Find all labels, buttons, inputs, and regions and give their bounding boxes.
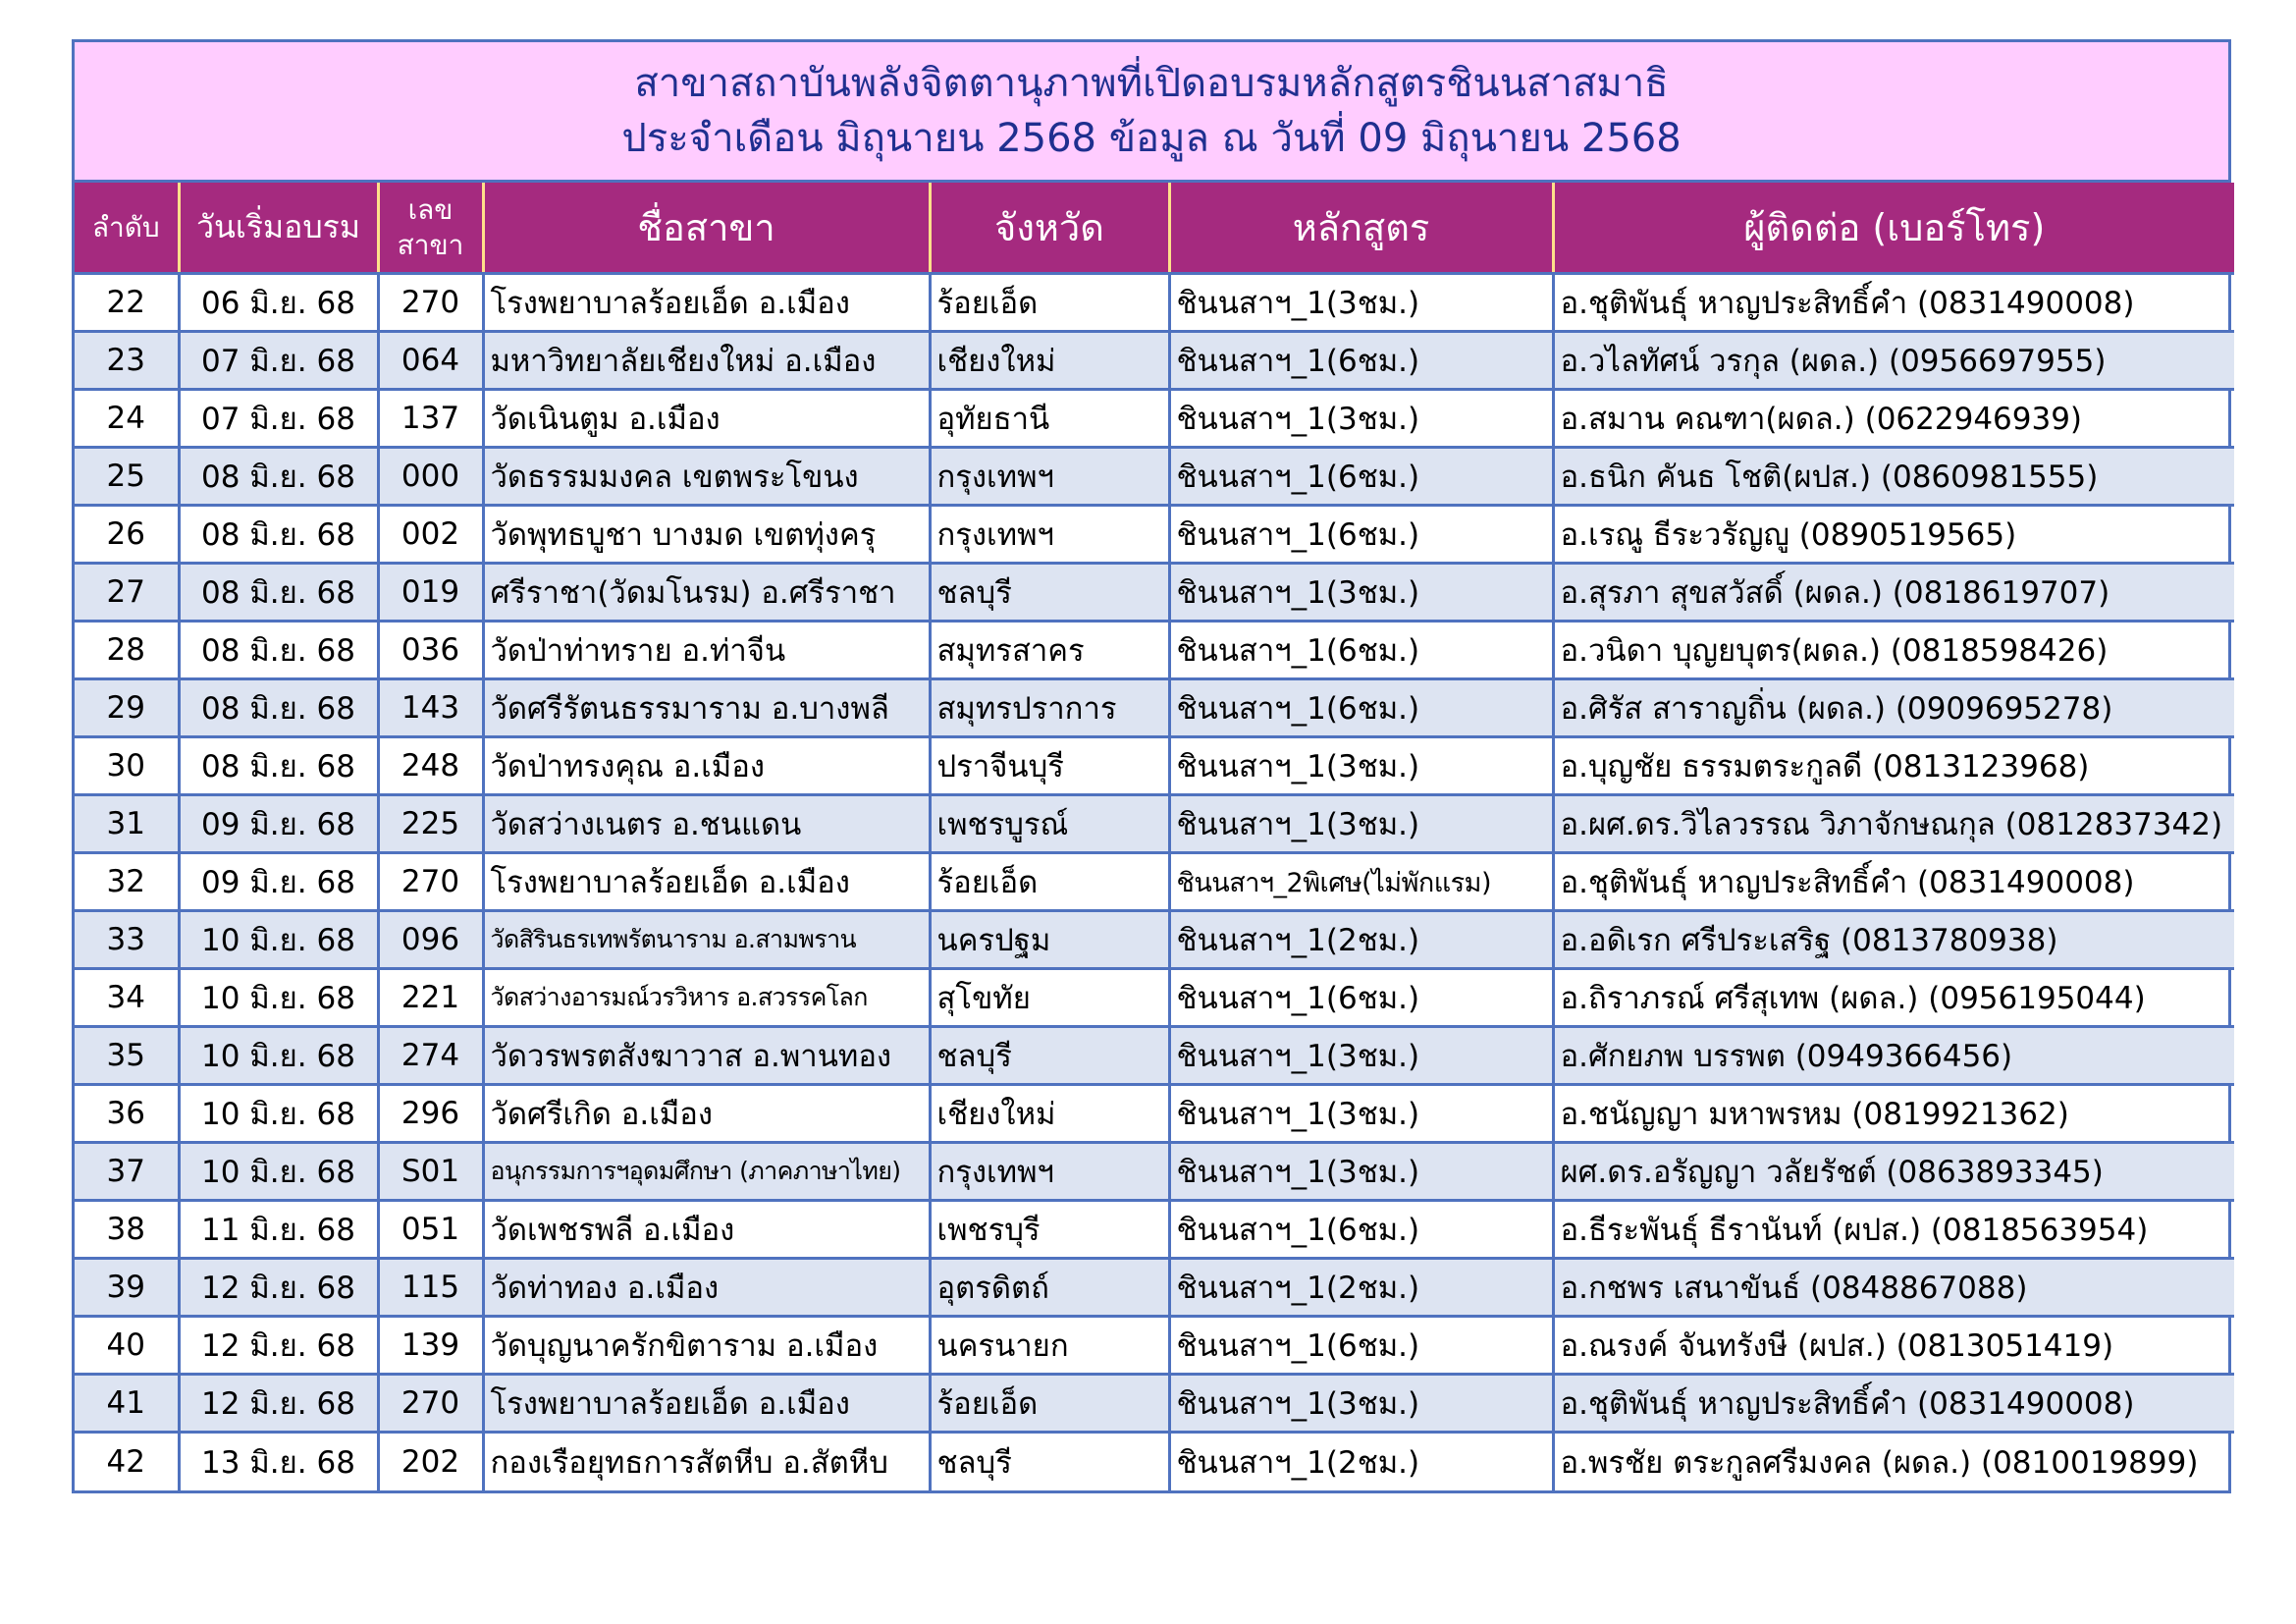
cell-branch-no: 296 [378, 1085, 483, 1143]
cell-province: กรุงเทพฯ [930, 506, 1169, 564]
cell-start-date: 12 มิ.ย. 68 [179, 1317, 378, 1375]
cell-start-date: 07 มิ.ย. 68 [179, 332, 378, 390]
table-row [75, 622, 2234, 679]
cell-course: ชินนสาฯ_1(6ชม.) [1169, 448, 1553, 506]
table-row [75, 737, 2234, 795]
cell-branch-name: วัดธรรมมงคล เขตพระโขนง [483, 448, 930, 506]
cell-province: เชียงใหม่ [930, 332, 1169, 390]
cell-province: สมุทรสาคร [930, 622, 1169, 679]
cell-start-date: 11 มิ.ย. 68 [179, 1201, 378, 1259]
cell-no: 34 [75, 969, 179, 1027]
cell-start-date: 13 มิ.ย. 68 [179, 1433, 378, 1490]
header-contact: ผู้ติดต่อ (เบอร์โทร) [1553, 183, 2234, 274]
cell-branch-no: 139 [378, 1317, 483, 1375]
cell-start-date: 08 มิ.ย. 68 [179, 448, 378, 506]
cell-province: เชียงใหม่ [930, 1085, 1169, 1143]
cell-branch-name: โรงพยาบาลร้อยเอ็ด อ.เมือง [483, 1375, 930, 1433]
cell-start-date: 10 มิ.ย. 68 [179, 1143, 378, 1201]
header-course: หลักสูตร [1169, 183, 1553, 274]
cell-course: ชินนสาฯ_1(6ชม.) [1169, 332, 1553, 390]
cell-start-date: 07 มิ.ย. 68 [179, 390, 378, 448]
cell-start-date: 08 มิ.ย. 68 [179, 679, 378, 737]
cell-contact: ผศ.ดร.อรัญญา วลัยรัชต์ (0863893345) [1553, 1143, 2234, 1201]
cell-start-date: 06 มิ.ย. 68 [179, 274, 378, 332]
cell-course: ชินนสาฯ_1(3ชม.) [1169, 564, 1553, 622]
cell-province: เพชรบูรณ์ [930, 795, 1169, 853]
cell-contact: อ.ศิรัส สาราญถิ่น (ผดล.) (0909695278) [1553, 679, 2234, 737]
cell-course: ชินนสาฯ_1(3ชม.) [1169, 1027, 1553, 1085]
cell-branch-no: S01 [378, 1143, 483, 1201]
cell-contact: อ.สมาน คณฑา(ผดล.) (0622946939) [1553, 390, 2234, 448]
cell-branch-name: กองเรือยุทธการสัตหีบ อ.สัตหีบ [483, 1433, 930, 1490]
cell-branch-no: 051 [378, 1201, 483, 1259]
cell-branch-no: 270 [378, 853, 483, 911]
table-row [75, 1027, 2234, 1085]
cell-no: 39 [75, 1259, 179, 1317]
cell-contact: อ.กชพร เสนาขันธ์ (0848867088) [1553, 1259, 2234, 1317]
cell-branch-no: 221 [378, 969, 483, 1027]
cell-branch-no: 000 [378, 448, 483, 506]
header-start-date: วันเริ่มอบรม [179, 183, 378, 274]
cell-province: ร้อยเอ็ด [930, 853, 1169, 911]
table-row [75, 679, 2234, 737]
cell-branch-name: วัดพุทธบูชา บางมด เขตทุ่งครุ [483, 506, 930, 564]
cell-branch-name: มหาวิทยาลัยเชียงใหม่ อ.เมือง [483, 332, 930, 390]
table-body [75, 274, 2234, 1490]
cell-course: ชินนสาฯ_1(6ชม.) [1169, 679, 1553, 737]
header-branch-no-line1: เลข [407, 192, 454, 226]
table-row [75, 795, 2234, 853]
table-row [75, 1317, 2234, 1375]
cell-branch-name: วัดศรีรัตนธรรมาราม อ.บางพลี [483, 679, 930, 737]
cell-province: ปราจีนบุรี [930, 737, 1169, 795]
header-branch-no [378, 183, 483, 274]
cell-course: ชินนสาฯ_1(6ชม.) [1169, 506, 1553, 564]
cell-course: ชินนสาฯ_1(2ชม.) [1169, 1259, 1553, 1317]
cell-branch-no: 096 [378, 911, 483, 969]
cell-province: กรุงเทพฯ [930, 1143, 1169, 1201]
table-row [75, 1259, 2234, 1317]
cell-province: ชลบุรี [930, 1433, 1169, 1490]
cell-province: ชลบุรี [930, 564, 1169, 622]
cell-no: 41 [75, 1375, 179, 1433]
cell-branch-name: วัดป่าท่าทราย อ.ท่าจีน [483, 622, 930, 679]
header-no: ลำดับ [75, 183, 179, 274]
cell-course: ชินนสาฯ_1(3ชม.) [1169, 1375, 1553, 1433]
table-row [75, 564, 2234, 622]
cell-no: 40 [75, 1317, 179, 1375]
cell-branch-no: 270 [378, 274, 483, 332]
cell-course: ชินนสาฯ_2พิเศษ(ไม่พักแรม) [1169, 853, 1553, 911]
cell-start-date: 10 มิ.ย. 68 [179, 911, 378, 969]
cell-province: ร้อยเอ็ด [930, 1375, 1169, 1433]
cell-contact: อ.บุญชัย ธรรมตระกูลดี (0813123968) [1553, 737, 2234, 795]
table-row [75, 274, 2234, 332]
title-line-1: สาขาสถาบันพลังจิตตานุภาพที่เปิดอบรมหลักสูตรชินนสาสมาธิ [634, 61, 1669, 106]
cell-course: ชินนสาฯ_1(6ชม.) [1169, 622, 1553, 679]
cell-no: 28 [75, 622, 179, 679]
cell-start-date: 08 มิ.ย. 68 [179, 506, 378, 564]
cell-branch-name: วัดสิรินธรเทพรัตนาราม อ.สามพราน [483, 911, 930, 969]
cell-branch-no: 202 [378, 1433, 483, 1490]
cell-contact: อ.ชนัญญา มหาพรหม (0819921362) [1553, 1085, 2234, 1143]
cell-branch-name: วัดวรพรตสังฆาวาส อ.พานทอง [483, 1027, 930, 1085]
cell-province: นครปฐม [930, 911, 1169, 969]
cell-no: 32 [75, 853, 179, 911]
cell-start-date: 08 มิ.ย. 68 [179, 622, 378, 679]
cell-contact: อ.วไลทัศน์ วรกุล (ผดล.) (0956697955) [1553, 332, 2234, 390]
cell-no: 27 [75, 564, 179, 622]
cell-contact: อ.เรณู ธีระวรัญญู (0890519565) [1553, 506, 2234, 564]
cell-course: ชินนสาฯ_1(2ชม.) [1169, 1433, 1553, 1490]
header-row [75, 183, 2234, 274]
cell-province: อุตรดิตถ์ [930, 1259, 1169, 1317]
table-row [75, 1201, 2234, 1259]
table-row [75, 332, 2234, 390]
cell-contact: อ.ผศ.ดร.วิไลวรรณ วิภาจักษณกุล (0812837342) [1553, 795, 2234, 853]
cell-course: ชินนสาฯ_1(2ชม.) [1169, 911, 1553, 969]
cell-no: 23 [75, 332, 179, 390]
cell-start-date: 10 มิ.ย. 68 [179, 969, 378, 1027]
table-row [75, 853, 2234, 911]
cell-province: สุโขทัย [930, 969, 1169, 1027]
cell-branch-name: โรงพยาบาลร้อยเอ็ด อ.เมือง [483, 274, 930, 332]
table-row [75, 1085, 2234, 1143]
header-province: จังหวัด [930, 183, 1169, 274]
branch-schedule-table [75, 183, 2234, 1490]
cell-branch-no: 248 [378, 737, 483, 795]
cell-branch-no: 137 [378, 390, 483, 448]
table-row [75, 969, 2234, 1027]
cell-contact: อ.สุรภา สุขสวัสดิ์ (ผดล.) (0818619707) [1553, 564, 2234, 622]
cell-province: เพชรบุรี [930, 1201, 1169, 1259]
cell-branch-no: 270 [378, 1375, 483, 1433]
cell-branch-no: 036 [378, 622, 483, 679]
title-block [75, 42, 2228, 183]
table-row [75, 506, 2234, 564]
cell-branch-name: วัดป่าทรงคุณ อ.เมือง [483, 737, 930, 795]
cell-contact: อ.ถิราภรณ์ ศรีสุเทพ (ผดล.) (0956195044) [1553, 969, 2234, 1027]
cell-no: 37 [75, 1143, 179, 1201]
cell-contact: อ.ศักยภพ บรรพต (0949366456) [1553, 1027, 2234, 1085]
cell-no: 24 [75, 390, 179, 448]
cell-contact: อ.ธีระพันธุ์ ธีรานันท์ (ผปส.) (0818563954) [1553, 1201, 2234, 1259]
cell-no: 38 [75, 1201, 179, 1259]
cell-no: 36 [75, 1085, 179, 1143]
cell-branch-name: อนุกรรมการฯอุดมศึกษา (ภาคภาษาไทย) [483, 1143, 930, 1201]
cell-contact: อ.ชุติพันธุ์ หาญประสิทธิ์คำ (0831490008) [1553, 853, 2234, 911]
cell-course: ชินนสาฯ_1(3ชม.) [1169, 737, 1553, 795]
cell-branch-no: 225 [378, 795, 483, 853]
cell-no: 26 [75, 506, 179, 564]
cell-course: ชินนสาฯ_1(6ชม.) [1169, 969, 1553, 1027]
table-row [75, 448, 2234, 506]
cell-start-date: 09 มิ.ย. 68 [179, 853, 378, 911]
cell-course: ชินนสาฯ_1(3ชม.) [1169, 795, 1553, 853]
cell-branch-no: 019 [378, 564, 483, 622]
cell-branch-name: วัดท่าทอง อ.เมือง [483, 1259, 930, 1317]
cell-contact: อ.พรชัย ตระกูลศรีมงคล (ผดล.) (0810019899) [1560, 1444, 2199, 1481]
cell-branch-name: วัดเนินตูม อ.เมือง [483, 390, 930, 448]
table-row [75, 911, 2234, 969]
cell-branch-no: 064 [378, 332, 483, 390]
title-line-2: ประจำเดือน มิถุนายน 2568 ข้อมูล ณ วันที่ 09 มิถุนายน 2568 [621, 116, 1682, 161]
cell-branch-name: วัดบุญนาครักขิตาราม อ.เมือง [483, 1317, 930, 1375]
cell-no: 22 [75, 274, 179, 332]
cell-course: ชินนสาฯ_1(3ชม.) [1169, 274, 1553, 332]
cell-start-date: 12 มิ.ย. 68 [179, 1375, 378, 1433]
cell-start-date: 12 มิ.ย. 68 [179, 1259, 378, 1317]
cell-branch-name: วัดสว่างอารมณ์วรวิหาร อ.สวรรคโลก [483, 969, 930, 1027]
cell-course: ชินนสาฯ_1(6ชม.) [1169, 1201, 1553, 1259]
cell-no: 31 [75, 795, 179, 853]
cell-province: นครนายก [930, 1317, 1169, 1375]
cell-branch-name: โรงพยาบาลร้อยเอ็ด อ.เมือง [483, 853, 930, 911]
cell-contact: อ.ธนิก คันธ โชติ(ผปส.) (0860981555) [1553, 448, 2234, 506]
header-branch-no-line2: สาขา [397, 228, 464, 261]
cell-branch-name: วัดศรีเกิด อ.เมือง [483, 1085, 930, 1143]
cell-contact: อ.ชุติพันธุ์ หาญประสิทธิ์คำ (0831490008) [1553, 274, 2234, 332]
cell-contact: อ.ชุติพันธุ์ หาญประสิทธิ์คำ (0831490008) [1553, 1375, 2234, 1433]
cell-branch-name: ศรีราชา(วัดมโนรม) อ.ศรีราชา [483, 564, 930, 622]
cell-province: สมุทรปราการ [930, 679, 1169, 737]
cell-no: 30 [75, 737, 179, 795]
cell-branch-name: วัดเพชรพลี อ.เมือง [483, 1201, 930, 1259]
cell-no: 42 [75, 1433, 179, 1490]
cell-start-date: 10 มิ.ย. 68 [179, 1027, 378, 1085]
cell-course: ชินนสาฯ_1(6ชม.) [1169, 1317, 1553, 1375]
cell-province: ร้อยเอ็ด [930, 274, 1169, 332]
schedule-sheet [72, 39, 2231, 1493]
cell-province: อุทัยธานี [930, 390, 1169, 448]
cell-start-date: 08 มิ.ย. 68 [179, 564, 378, 622]
table-row [75, 1143, 2234, 1201]
cell-course: ชินนสาฯ_1(3ชม.) [1169, 1143, 1553, 1201]
cell-course: ชินนสาฯ_1(3ชม.) [1169, 1085, 1553, 1143]
cell-province: กรุงเทพฯ [930, 448, 1169, 506]
cell-contact: อ.ณรงค์ จันทรังษี (ผปส.) (0813051419) [1553, 1317, 2234, 1375]
header-branch-name: ชื่อสาขา [483, 183, 930, 274]
table-row [75, 1375, 2234, 1433]
table-row [75, 390, 2234, 448]
cell-branch-no: 115 [378, 1259, 483, 1317]
cell-start-date: 08 มิ.ย. 68 [179, 737, 378, 795]
cell-no: 29 [75, 679, 179, 737]
cell-no: 33 [75, 911, 179, 969]
cell-branch-no: 274 [378, 1027, 483, 1085]
cell-start-date: 10 มิ.ย. 68 [179, 1085, 378, 1143]
cell-course: ชินนสาฯ_1(3ชม.) [1169, 390, 1553, 448]
cell-province: ชลบุรี [930, 1027, 1169, 1085]
cell-contact: อ.วนิดา บุญยบุตร(ผดล.) (0818598426) [1553, 622, 2234, 679]
cell-start-date: 09 มิ.ย. 68 [179, 795, 378, 853]
cell-branch-name: วัดสว่างเนตร อ.ชนแดน [483, 795, 930, 853]
cell-no: 35 [75, 1027, 179, 1085]
table-row [75, 1433, 2234, 1490]
cell-branch-no: 002 [378, 506, 483, 564]
cell-contact: อ.อดิเรก ศรีประเสริฐ (0813780938) [1553, 911, 2234, 969]
cell-no: 25 [75, 448, 179, 506]
cell-branch-no: 143 [378, 679, 483, 737]
